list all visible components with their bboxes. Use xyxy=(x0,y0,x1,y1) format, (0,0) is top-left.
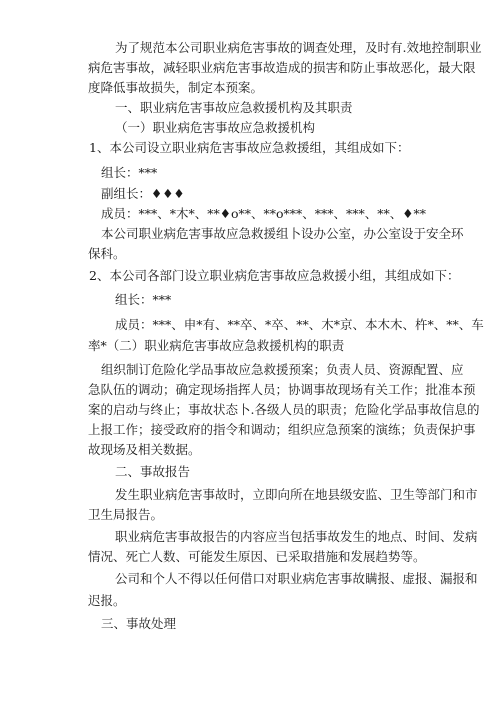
paragraph-line: 本公司职业病危害事故应急救援组卜设办公室，办公室设于安全环 xyxy=(101,226,464,241)
subsection-heading: （一）职业病危害事故应急救援机构 xyxy=(115,120,316,135)
member-line: 组长：*** xyxy=(115,292,172,307)
paragraph-line: 为了规范本公司职业病危害事故的调查处理，及时有.效地控制职业 xyxy=(115,40,482,55)
section-heading: 二、事故报告 xyxy=(115,464,191,479)
paragraph-line: 迟报。 xyxy=(88,593,126,608)
paragraph-line: 保科。 xyxy=(88,246,126,261)
section-heading: 三、事故处理 xyxy=(101,616,177,631)
paragraph-line: 案的启动与终止；事故状态卜.各级人员的职责；危险化学品事故信息的 xyxy=(88,402,480,417)
paragraph-line: 故现场及相关数据。 xyxy=(88,442,201,457)
paragraph-line: 度降低事故损失，制定本预案。 xyxy=(88,80,264,95)
paragraph-line: 2、本公司各部门设立职业病危害事故应急救援小组，其组成如下： xyxy=(89,268,460,283)
paragraph-line: 病危害事故，减轻职业病危害事故造成的损害和防止事故恶化，最大限 xyxy=(88,60,476,75)
paragraph-line: 卫生局报告。 xyxy=(88,507,164,522)
member-line: 副组长：♦♦♦ xyxy=(101,186,185,201)
paragraph-line: 职业病危害事故报告的内容应当包括事故发生的地点、时间、发病 xyxy=(115,529,478,544)
section-heading: 一、职业病危害事故应急救援机构及其职责 xyxy=(115,100,353,115)
member-line: 组长：*** xyxy=(101,165,158,180)
paragraph-line: 组织制订危险化学品事故应急救援预案；负责人员、资源配置、应 xyxy=(101,362,464,377)
paragraph-line: 急队伍的调动；确定现场指挥人员；协调事故现场有关工作；批准本预 xyxy=(88,382,476,397)
member-line: 成员：***、申*有、**卒、*卒、**、木*京、本木木、杵*、**、车 xyxy=(115,317,484,332)
subsection-heading: 率*（二）职业病危害事故应急救援机构的职责 xyxy=(88,338,345,353)
paragraph-line: 公司和个人不得以任何借口对职业病危害事故瞒报、虚报、漏报和 xyxy=(115,571,478,586)
member-line: 成员：***、*木*、**♦o**、**o***、***、***、**、♦** xyxy=(101,206,426,221)
paragraph-line: 1、本公司设立职业病危害事故应急救援组，其组成如下： xyxy=(89,140,410,155)
paragraph-line: 发生职业病危害事故时，立即向所在地县级安监、卫生等部门和市 xyxy=(115,487,478,502)
paragraph-line: 上报工作；接受政府的指令和调动；组织应急预案的演练；负责保护事 xyxy=(88,422,476,437)
paragraph-line: 情况、死亡人数、可能发生原因、已采取措施和发展趋势等。 xyxy=(88,549,426,564)
